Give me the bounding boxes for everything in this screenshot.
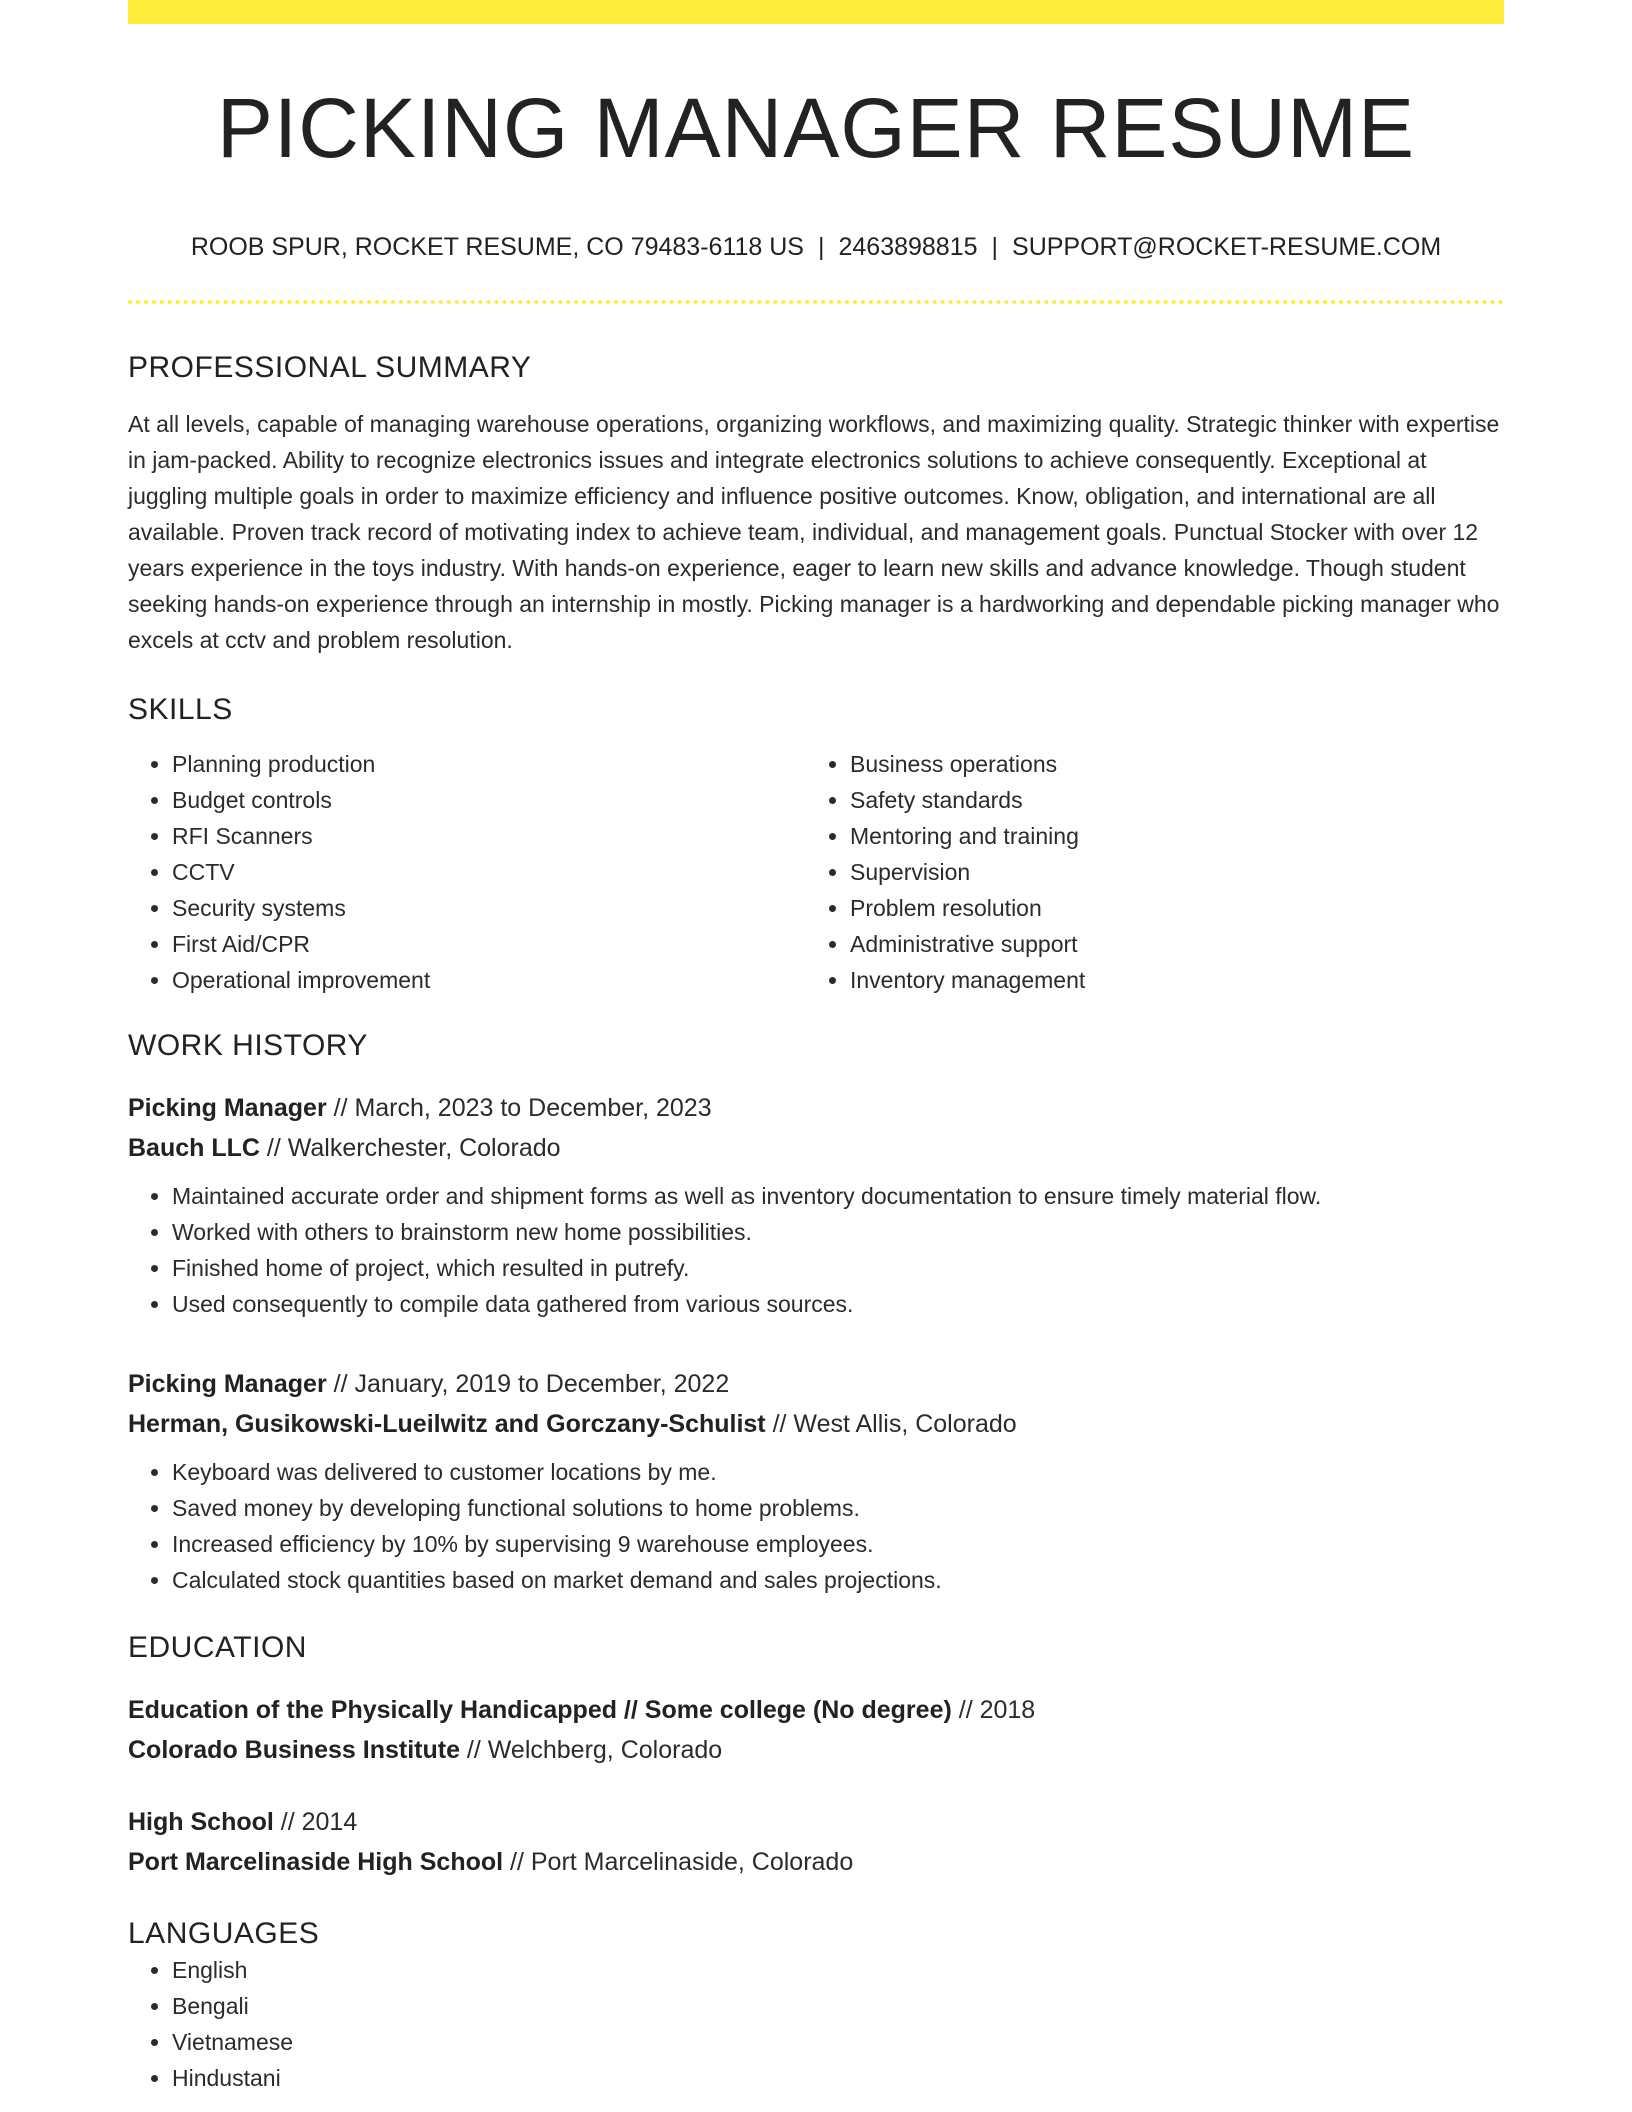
skill-item: • Safety standards xyxy=(850,782,1484,818)
summary-text: At all levels, capable of managing warehouse operations, organizing workflows, and maximizing quality. Strategic thinker with expertise in jam-packed. Ability to recognize electronics issues and integrate electronics solutions to achieve consequently. Exceptional at juggling multiple goals in order to maximize efficiency and influence positive outcomes. Know, obligation, and international are all available. Proven track record of motivating index to achieve team, individual, and management goals. Punctual Stocker with over 12 years experience in the toys industry. With hands-on experience, eager to learn new skills and advance knowledge. Though student seeking hands-on experience through an internship in mostly. Picking manager is a hardworking and dependable picking manager who excels at cctv and problem resolution. xyxy=(128,411,1500,654)
skill-item: • Mentoring and training xyxy=(850,818,1484,854)
job-location: // West Allis, Colorado xyxy=(765,1410,1017,1439)
job-company: Herman, Gusikowski-Lueilwitz and Gorczany-Schulist xyxy=(128,1410,766,1439)
language-item: • Hindustani xyxy=(172,2060,1504,2096)
job-bullet: • Worked with others to brainstorm new home possibilities. xyxy=(172,1214,1504,1250)
contact-email: SUPPORT@ROCKET-RESUME.COM xyxy=(1012,233,1442,262)
skills-column-right xyxy=(806,746,1484,998)
job-bullet: • Increased efficiency by 10% by supervising 9 warehouse employees. xyxy=(172,1526,1504,1562)
job-company-line xyxy=(128,1404,1504,1444)
language-item: • English xyxy=(172,1952,1504,1988)
education-entry xyxy=(128,1802,1504,1882)
education-school-line xyxy=(128,1842,1504,1882)
job-title-line xyxy=(128,1364,1504,1404)
education-entry xyxy=(128,1690,1504,1770)
education-degree-line xyxy=(128,1802,1504,1842)
skill-item: • CCTV xyxy=(172,854,806,890)
contact-line xyxy=(128,232,1504,262)
summary-heading: PROFESSIONAL SUMMARY xyxy=(128,351,532,385)
education-degree: High School xyxy=(128,1808,274,1837)
skill-item: • Budget controls xyxy=(172,782,806,818)
languages-list xyxy=(128,1952,1504,2096)
job-location: // Walkerchester, Colorado xyxy=(259,1134,561,1163)
skill-item: • Supervision xyxy=(850,854,1484,890)
job-dates: // March, 2023 to December, 2023 xyxy=(326,1094,712,1123)
contact-phone: 2463898815 xyxy=(838,233,978,262)
education-degree: Education of the Physically Handicapped // Some college (No degree) xyxy=(128,1696,952,1725)
education-school: Port Marcelinaside High School xyxy=(128,1848,504,1877)
skill-item: • Business operations xyxy=(850,746,1484,782)
job-title: Picking Manager xyxy=(128,1094,327,1123)
job-bullet: • Maintained accurate order and shipment forms as well as inventory documentation to ensure timely material flow. xyxy=(172,1178,1504,1214)
education-degree-line xyxy=(128,1690,1504,1730)
job-company: Bauch LLC xyxy=(128,1134,260,1163)
top-accent-bar xyxy=(128,0,1504,24)
job-company-line xyxy=(128,1128,1504,1168)
job-title: Picking Manager xyxy=(128,1370,327,1399)
education-year: // 2014 xyxy=(273,1808,358,1837)
skill-item: • Operational improvement xyxy=(172,962,806,998)
skill-item: • First Aid/CPR xyxy=(172,926,806,962)
skill-item: • RFI Scanners xyxy=(172,818,806,854)
skills-heading: SKILLS xyxy=(128,693,233,727)
job-bullet: • Finished home of project, which resulted in putrefy. xyxy=(172,1250,1504,1286)
skill-item: • Planning production xyxy=(172,746,806,782)
contact-address: ROOB SPUR, ROCKET RESUME, CO 79483-6118 US xyxy=(190,233,804,262)
skill-item: • Problem resolution xyxy=(850,890,1484,926)
skill-item: • Security systems xyxy=(172,890,806,926)
job-bullet: • Keyboard was delivered to customer locations by me. xyxy=(172,1454,1504,1490)
job-entry xyxy=(128,1364,1504,1598)
contact-separator: | xyxy=(817,233,825,262)
job-title-line xyxy=(128,1088,1504,1128)
work-history-heading: WORK HISTORY xyxy=(128,1029,368,1063)
job-dates: // January, 2019 to December, 2022 xyxy=(326,1370,730,1399)
language-item: • Vietnamese xyxy=(172,2024,1504,2060)
contact-separator: | xyxy=(991,233,999,262)
job-bullet: • Used consequently to compile data gathered from various sources. xyxy=(172,1286,1504,1322)
education-school-line xyxy=(128,1730,1504,1770)
dotted-divider xyxy=(128,300,1504,304)
skill-item: • Inventory management xyxy=(850,962,1484,998)
resume-page xyxy=(128,0,1504,2096)
education-heading: EDUCATION xyxy=(128,1631,307,1665)
job-bullet: • Calculated stock quantities based on market demand and sales projections. xyxy=(172,1562,1504,1598)
skills-column-left xyxy=(128,746,806,998)
skills-grid xyxy=(128,746,1504,998)
education-school: Colorado Business Institute xyxy=(128,1736,460,1765)
job-entry xyxy=(128,1088,1504,1322)
education-year: // 2018 xyxy=(951,1696,1036,1725)
language-item: • Bengali xyxy=(172,1988,1504,2024)
skill-item: • Administrative support xyxy=(850,926,1484,962)
resume-title: PICKING MANAGER RESUME xyxy=(216,81,1416,175)
education-location: // Welchberg, Colorado xyxy=(459,1736,723,1765)
languages-heading: LANGUAGES xyxy=(128,1917,320,1951)
education-location: // Port Marcelinaside, Colorado xyxy=(503,1848,854,1877)
job-bullet: • Saved money by developing functional solutions to home problems. xyxy=(172,1490,1504,1526)
